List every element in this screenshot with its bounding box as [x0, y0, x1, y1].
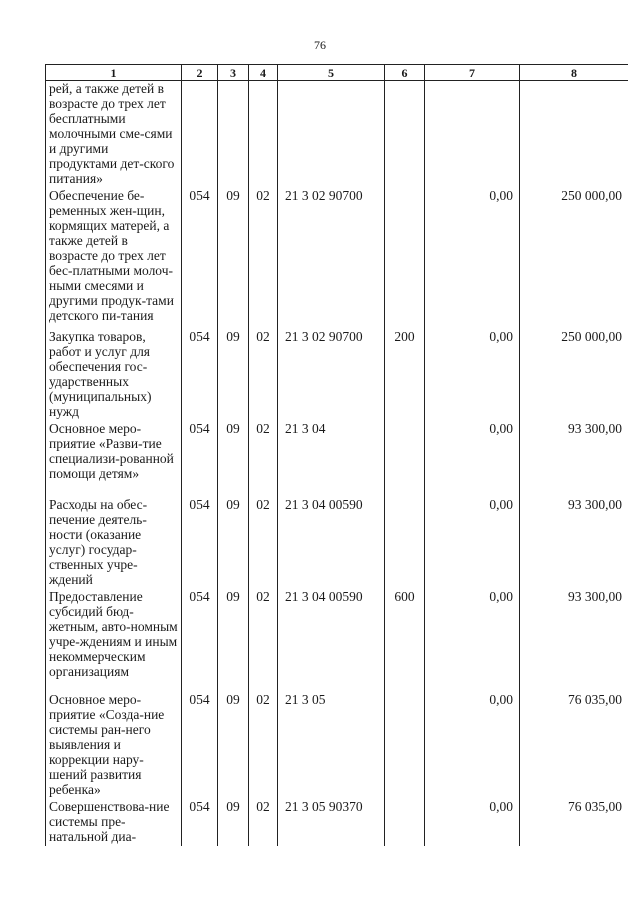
column-header: 7 — [425, 65, 520, 81]
column-header: 1 — [46, 65, 182, 81]
row-pr: 02 — [249, 186, 278, 327]
row-ved: 054 — [182, 587, 218, 690]
row-name: Предоставление субсидий бюд-жетным, авто-номным учре-ждениям и иным некоммерческим организациям — [46, 587, 182, 690]
row-kcs — [278, 81, 385, 187]
column-header: 2 — [182, 65, 218, 81]
row-pr: 02 — [249, 419, 278, 495]
row-kcs: 21 3 02 90700 — [278, 327, 385, 419]
row-pr: 02 — [249, 327, 278, 419]
table-row — [46, 419, 629, 495]
row-rz: 09 — [218, 587, 249, 690]
row-rz: 09 — [218, 797, 249, 846]
row-vr: 600 — [385, 587, 425, 690]
row-rz: 09 — [218, 186, 249, 327]
table-row — [46, 587, 629, 690]
row-name: Основное меро-приятие «Разви-тие специализи-рованной помощи детям» — [46, 419, 182, 495]
column-header: 3 — [218, 65, 249, 81]
row-rz: 09 — [218, 690, 249, 797]
table-row — [46, 327, 629, 419]
row-value-8: 250 000,00 — [520, 327, 629, 419]
row-rz: 09 — [218, 495, 249, 587]
row-ved: 054 — [182, 690, 218, 797]
row-value-8: 93 300,00 — [520, 495, 629, 587]
row-value-7: 0,00 — [425, 690, 520, 797]
row-pr: 02 — [249, 495, 278, 587]
row-pr: 02 — [249, 690, 278, 797]
row-vr — [385, 690, 425, 797]
column-header: 4 — [249, 65, 278, 81]
table-row — [46, 81, 629, 187]
row-value-7: 0,00 — [425, 587, 520, 690]
row-name: Обеспечение бе-ременных жен-щин, кормящих матерей, а также детей в возрасте до трех лет бес-платными молоч-ными смесями и другими продук-тами детского пи-тания — [46, 186, 182, 327]
row-pr: 02 — [249, 587, 278, 690]
row-value-7: 0,00 — [425, 797, 520, 846]
table-row — [46, 797, 629, 846]
row-value-8: 250 000,00 — [520, 186, 629, 327]
row-ved — [182, 81, 218, 187]
row-vr — [385, 81, 425, 187]
row-value-7: 0,00 — [425, 495, 520, 587]
row-kcs: 21 3 02 90700 — [278, 186, 385, 327]
row-name: рей, а также детей в возрасте до трех лет бесплатными молочными сме-сями и другими продуктами дет-ского питания» — [46, 81, 182, 187]
table-row — [46, 690, 629, 797]
row-ved: 054 — [182, 419, 218, 495]
row-value-8: 93 300,00 — [520, 419, 629, 495]
row-value-7 — [425, 81, 520, 187]
row-value-7: 0,00 — [425, 327, 520, 419]
page-number: 76 — [314, 38, 326, 52]
row-pr: 02 — [249, 797, 278, 846]
row-value-7: 0,00 — [425, 186, 520, 327]
row-value-8 — [520, 81, 629, 187]
row-kcs: 21 3 04 00590 — [278, 495, 385, 587]
row-value-8: 76 035,00 — [520, 797, 629, 846]
column-header: 6 — [385, 65, 425, 81]
row-value-8: 76 035,00 — [520, 690, 629, 797]
row-pr — [249, 81, 278, 187]
row-ved: 054 — [182, 797, 218, 846]
row-rz: 09 — [218, 327, 249, 419]
row-kcs: 21 3 05 90370 — [278, 797, 385, 846]
row-vr — [385, 797, 425, 846]
row-kcs: 21 3 05 — [278, 690, 385, 797]
row-ved: 054 — [182, 186, 218, 327]
row-name: Основное меро-приятие «Созда-ние системы ран-него выявления и коррекции нару-шений развития ребенка» — [46, 690, 182, 797]
table-header-row — [46, 65, 629, 81]
row-vr — [385, 186, 425, 327]
row-name: Закупка товаров, работ и услуг для обеспечения гос-ударственных (муниципальных) нужд — [46, 327, 182, 419]
row-ved: 054 — [182, 495, 218, 587]
row-rz: 09 — [218, 419, 249, 495]
column-header: 5 — [278, 65, 385, 81]
row-kcs: 21 3 04 00590 — [278, 587, 385, 690]
row-rz — [218, 81, 249, 187]
row-vr — [385, 495, 425, 587]
row-vr: 200 — [385, 327, 425, 419]
row-value-7: 0,00 — [425, 419, 520, 495]
row-vr — [385, 419, 425, 495]
table-row — [46, 186, 629, 327]
row-ved: 054 — [182, 327, 218, 419]
row-kcs: 21 3 04 — [278, 419, 385, 495]
row-value-8: 93 300,00 — [520, 587, 629, 690]
row-name: Совершенствова-ние системы пре-натальной диа- — [46, 797, 182, 846]
table-row — [46, 495, 629, 587]
row-name: Расходы на обес-печение деятель-ности (оказание услуг) государ-ственных учре-ждений — [46, 495, 182, 587]
budget-table — [45, 64, 628, 846]
column-header: 8 — [520, 65, 629, 81]
